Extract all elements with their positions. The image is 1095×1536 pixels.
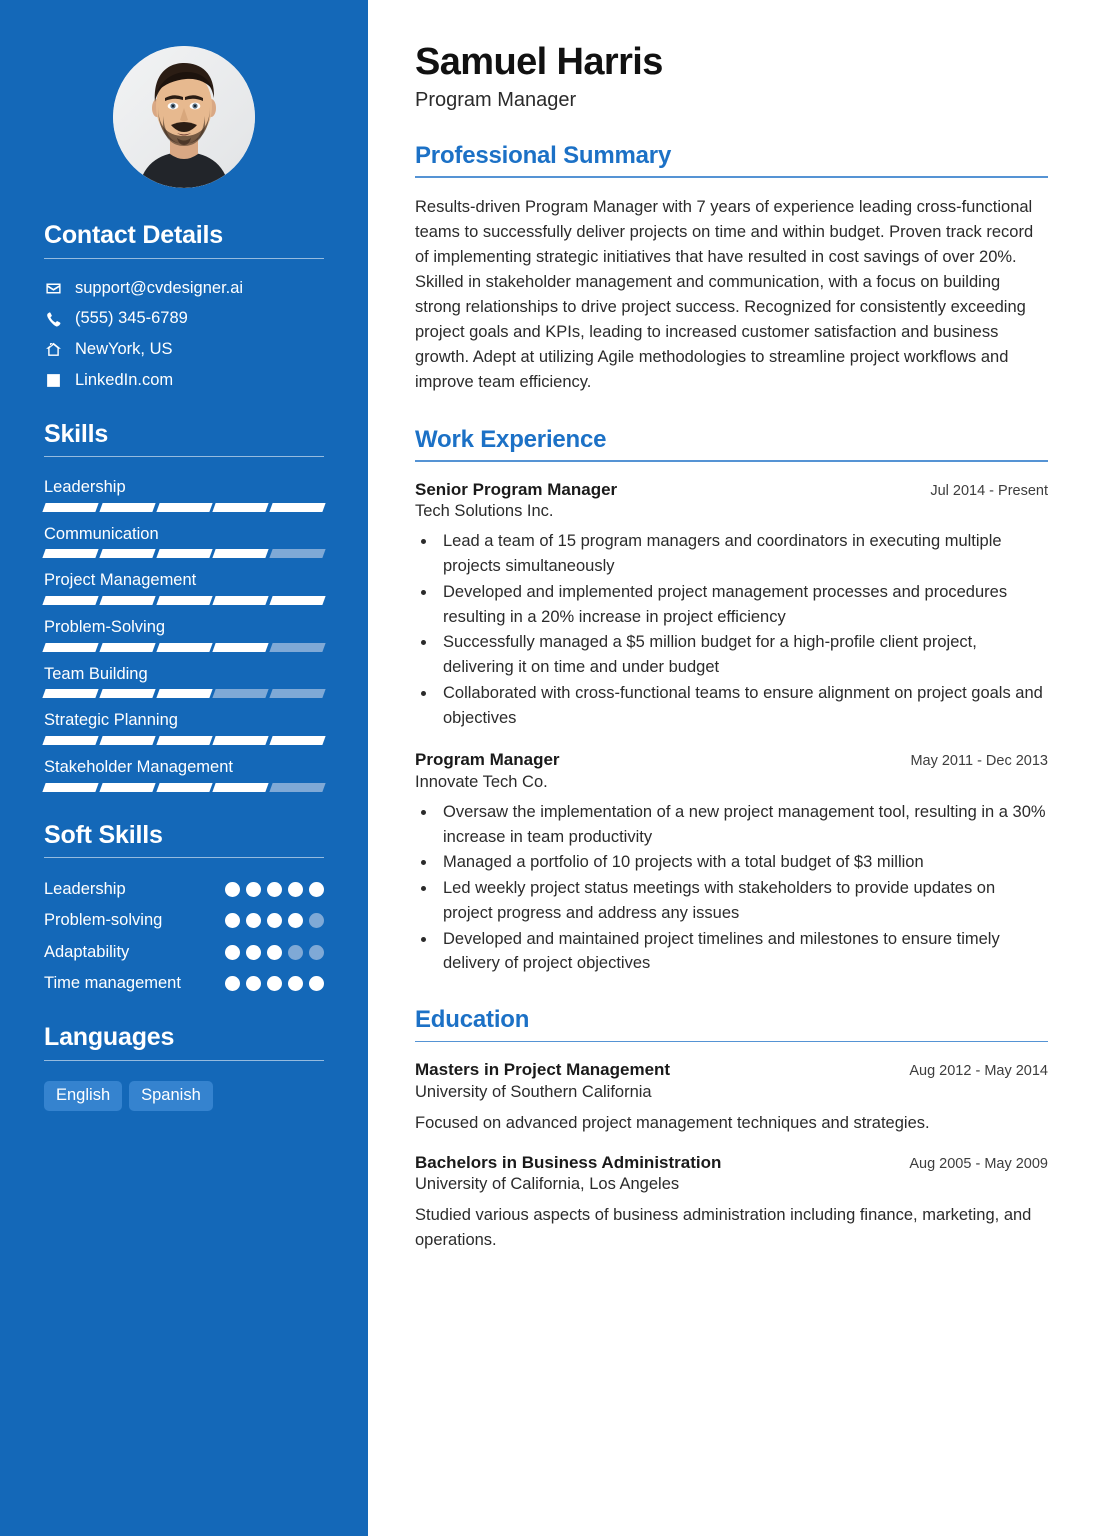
- skill-bar-segment: [99, 549, 155, 558]
- experience-bullet: • Collaborated with cross-functional teams to ensure alignment on project goals and objectives: [437, 681, 1048, 731]
- skill-label: Communication: [44, 524, 159, 543]
- skill-bar-segment: [213, 596, 269, 605]
- skill-label: Strategic Planning: [44, 711, 178, 730]
- language-tag: Spanish: [129, 1081, 213, 1112]
- contact-item-phone[interactable]: [44, 309, 324, 329]
- soft-skill-rating-dots: [225, 941, 324, 960]
- rating-dot: [309, 976, 324, 991]
- skill-bar-segment: [156, 783, 212, 792]
- experience-bullet: • Lead a team of 15 program managers and coordinators in executing multiple projects simultaneously: [437, 529, 1048, 579]
- professional-summary-heading: Professional Summary: [415, 141, 672, 169]
- rating-dot: [246, 945, 261, 960]
- home-icon: [44, 340, 63, 359]
- experience-bullet: • Successfully managed a $5 million budget for a high-profile client project, delivering it on time and under budget: [437, 630, 1048, 680]
- skill-bar-segment: [213, 783, 269, 792]
- linkedin-icon: [44, 371, 63, 390]
- skill-label: Problem-Solving: [44, 618, 166, 637]
- soft-skills-list: [44, 878, 324, 994]
- education-institution: University of Southern California: [415, 1082, 652, 1101]
- avatar-container: [44, 46, 324, 188]
- languages-heading: Languages: [44, 1023, 175, 1052]
- experience-bullet: • Developed and maintained project timelines and milestones to ensure timely delivery of project objectives: [437, 927, 1048, 977]
- rating-dot: [246, 913, 261, 928]
- experience-list: [415, 479, 1048, 977]
- experience-heading-divider: [415, 460, 1048, 462]
- education-date-range: Aug 2005 - May 2009: [909, 1155, 1048, 1172]
- summary-heading-divider: [415, 176, 1048, 178]
- experience-date-range: Jul 2014 - Present: [930, 482, 1048, 499]
- experience-bullet: • Oversaw the implementation of a new project management tool, resulting in a 30% increase in team productivity: [437, 800, 1048, 850]
- skills-heading-divider: [44, 456, 324, 457]
- experience-date-range: May 2011 - Dec 2013: [910, 753, 1048, 770]
- experience-company: Innovate Tech Co.: [415, 772, 548, 791]
- experience-bullet: • Developed and implemented project management processes and procedures resulting in a 20% increase in project efficiency: [437, 580, 1048, 630]
- experience-entry-header: [415, 479, 1048, 500]
- language-tag: English: [44, 1081, 122, 1112]
- skill-item: [44, 710, 324, 745]
- contact-details-heading: Contact Details: [44, 221, 223, 249]
- education-section: [415, 1006, 1048, 1253]
- education-heading-divider: [415, 1041, 1048, 1043]
- skill-bar-segment: [99, 736, 155, 745]
- soft-skill-row: [44, 941, 324, 963]
- experience-job-title: Program Manager: [415, 750, 560, 770]
- contact-linkedin-value: LinkedIn.com: [75, 370, 174, 389]
- skills-list: [44, 477, 324, 791]
- rating-dot: [288, 913, 303, 928]
- education-heading: Education: [415, 1006, 530, 1034]
- experience-company: Tech Solutions Inc.: [415, 501, 554, 520]
- experience-entry: [415, 479, 1048, 731]
- contact-location-value: NewYork, US: [75, 340, 173, 359]
- skill-bar-segment: [213, 643, 269, 652]
- contact-heading-divider: [44, 258, 324, 259]
- rating-dot: [267, 976, 282, 991]
- education-degree: Masters in Project Management: [415, 1060, 671, 1080]
- skill-bar-segment: [270, 549, 326, 558]
- skill-level-bar: [44, 596, 324, 605]
- contact-details-section: [44, 222, 324, 391]
- soft-skill-rating-dots: [225, 878, 324, 897]
- skill-item: [44, 757, 324, 792]
- education-description: Studied various aspects of business administration including finance, marketing, and operations.: [415, 1206, 1032, 1250]
- skill-item: [44, 664, 324, 699]
- skill-bar-segment: [42, 689, 98, 698]
- experience-bullet: • Led weekly project status meetings with stakeholders to provide updates on project progress and address any issues: [437, 876, 1048, 926]
- skill-bar-segment: [156, 736, 212, 745]
- professional-summary-section: [415, 142, 1048, 396]
- rating-dot: [225, 913, 240, 928]
- skill-label: Leadership: [44, 478, 126, 497]
- education-entry: [415, 1152, 1048, 1253]
- rating-dot: [225, 976, 240, 991]
- rating-dot: [246, 976, 261, 991]
- education-description: Focused on advanced project management techniques and strategies.: [415, 1114, 930, 1133]
- rating-dot: [267, 913, 282, 928]
- rating-dot: [309, 882, 324, 897]
- work-experience-heading: Work Experience: [415, 425, 607, 453]
- skill-label: Project Management: [44, 571, 197, 590]
- languages-section: [44, 1024, 324, 1111]
- skill-level-bar: [44, 783, 324, 792]
- phone-icon: [44, 310, 63, 329]
- skills-heading: Skills: [44, 419, 109, 448]
- profile-photo-illustration: [113, 46, 255, 188]
- rating-dot: [309, 945, 324, 960]
- contact-item-linkedin[interactable]: [44, 371, 324, 391]
- skill-bar-segment: [156, 643, 212, 652]
- contact-item-email[interactable]: [44, 279, 324, 299]
- skill-item: [44, 617, 324, 652]
- skill-bar-segment: [156, 549, 212, 558]
- skill-bar-segment: [99, 643, 155, 652]
- education-date-range: Aug 2012 - May 2014: [909, 1063, 1048, 1080]
- skill-bar-segment: [213, 689, 269, 698]
- skill-bar-segment: [99, 596, 155, 605]
- experience-entry-header: [415, 749, 1048, 770]
- skill-bar-segment: [42, 783, 98, 792]
- skill-bar-segment: [213, 503, 269, 512]
- skill-bar-segment: [42, 736, 98, 745]
- skill-bar-segment: [270, 503, 326, 512]
- skill-bar-segment: [99, 783, 155, 792]
- page-title: Samuel Harris: [415, 41, 663, 83]
- soft-skills-section: [44, 822, 324, 995]
- main-content: [368, 0, 1095, 1536]
- contact-item-location[interactable]: [44, 340, 324, 360]
- sidebar: [0, 0, 368, 1536]
- rating-dot: [288, 945, 303, 960]
- skill-bar-segment: [42, 596, 98, 605]
- skill-bar-segment: [42, 503, 98, 512]
- education-degree: Bachelors in Business Administration: [415, 1152, 722, 1172]
- skill-label: Stakeholder Management: [44, 757, 233, 776]
- rating-dot: [309, 913, 324, 928]
- job-title: Program Manager: [415, 88, 577, 111]
- rating-dot: [288, 882, 303, 897]
- soft-skill-row: [44, 878, 324, 900]
- languages-heading-divider: [44, 1060, 324, 1061]
- education-entry-header: [415, 1152, 1048, 1173]
- experience-entry: [415, 749, 1048, 976]
- skill-level-bar: [44, 643, 324, 652]
- soft-skill-rating-dots: [225, 972, 324, 991]
- skill-item: [44, 477, 324, 512]
- languages-list: [44, 1081, 324, 1112]
- skill-bar-segment: [270, 736, 326, 745]
- soft-skill-label: Adaptability: [44, 942, 130, 961]
- soft-skill-row: [44, 909, 324, 931]
- rating-dot: [267, 945, 282, 960]
- soft-skill-label: Problem-solving: [44, 911, 163, 930]
- skill-level-bar: [44, 503, 324, 512]
- skill-bar-segment: [270, 689, 326, 698]
- soft-skill-rating-dots: [225, 909, 324, 928]
- education-entry-header: [415, 1059, 1048, 1080]
- rating-dot: [288, 976, 303, 991]
- skill-bar-segment: [156, 689, 212, 698]
- education-institution: University of California, Los Angeles: [415, 1175, 680, 1194]
- skill-bar-segment: [156, 596, 212, 605]
- work-experience-section: [415, 426, 1048, 977]
- soft-skill-label: Time management: [44, 973, 181, 992]
- experience-bullet-list: [437, 800, 1048, 976]
- skill-bar-segment: [213, 736, 269, 745]
- skill-bar-segment: [99, 503, 155, 512]
- skill-bar-segment: [156, 503, 212, 512]
- experience-bullet-list: [437, 529, 1048, 730]
- soft-skill-row: [44, 972, 324, 994]
- skills-section: [44, 421, 324, 792]
- skill-level-bar: [44, 549, 324, 558]
- skill-label: Team Building: [44, 664, 148, 683]
- rating-dot: [267, 882, 282, 897]
- skill-item: [44, 524, 324, 559]
- rating-dot: [225, 945, 240, 960]
- contact-email-value: support@cvdesigner.ai: [75, 278, 244, 297]
- education-list: [415, 1059, 1048, 1253]
- skill-bar-segment: [213, 549, 269, 558]
- skill-bar-segment: [99, 689, 155, 698]
- skill-bar-segment: [42, 549, 98, 558]
- skill-item: [44, 570, 324, 605]
- skill-bar-segment: [270, 643, 326, 652]
- rating-dot: [225, 882, 240, 897]
- skill-bar-segment: [42, 643, 98, 652]
- skill-level-bar: [44, 689, 324, 698]
- education-entry: [415, 1059, 1048, 1135]
- experience-bullet: • Managed a portfolio of 10 projects with a total budget of $3 million: [437, 850, 1048, 875]
- skill-bar-segment: [270, 783, 326, 792]
- experience-job-title: Senior Program Manager: [415, 479, 618, 499]
- envelope-icon: [44, 279, 63, 298]
- contact-phone-value: (555) 345-6789: [75, 309, 188, 328]
- soft-skills-heading: Soft Skills: [44, 820, 163, 849]
- skill-level-bar: [44, 736, 324, 745]
- skill-bar-segment: [270, 596, 326, 605]
- soft-skills-heading-divider: [44, 857, 324, 858]
- soft-skill-label: Leadership: [44, 880, 126, 899]
- professional-summary-text: Results-driven Program Manager with 7 years of experience leading cross-functional teams to successfully deliver projects on time and within budget. Proven track record of implementing strategic initiatives that have resulted in cost savings of over 20%. Skilled in stakeholder management and communication, with a focus on building strong relationships to drive project success. Recognized for consistently exceeding project goals and KPIs, leading to increased customer satisfaction and business growth. Adept at utilizing Agile methodologies to streamline project workflows and improve team efficiency.: [415, 197, 1034, 392]
- avatar: [113, 46, 255, 188]
- rating-dot: [246, 882, 261, 897]
